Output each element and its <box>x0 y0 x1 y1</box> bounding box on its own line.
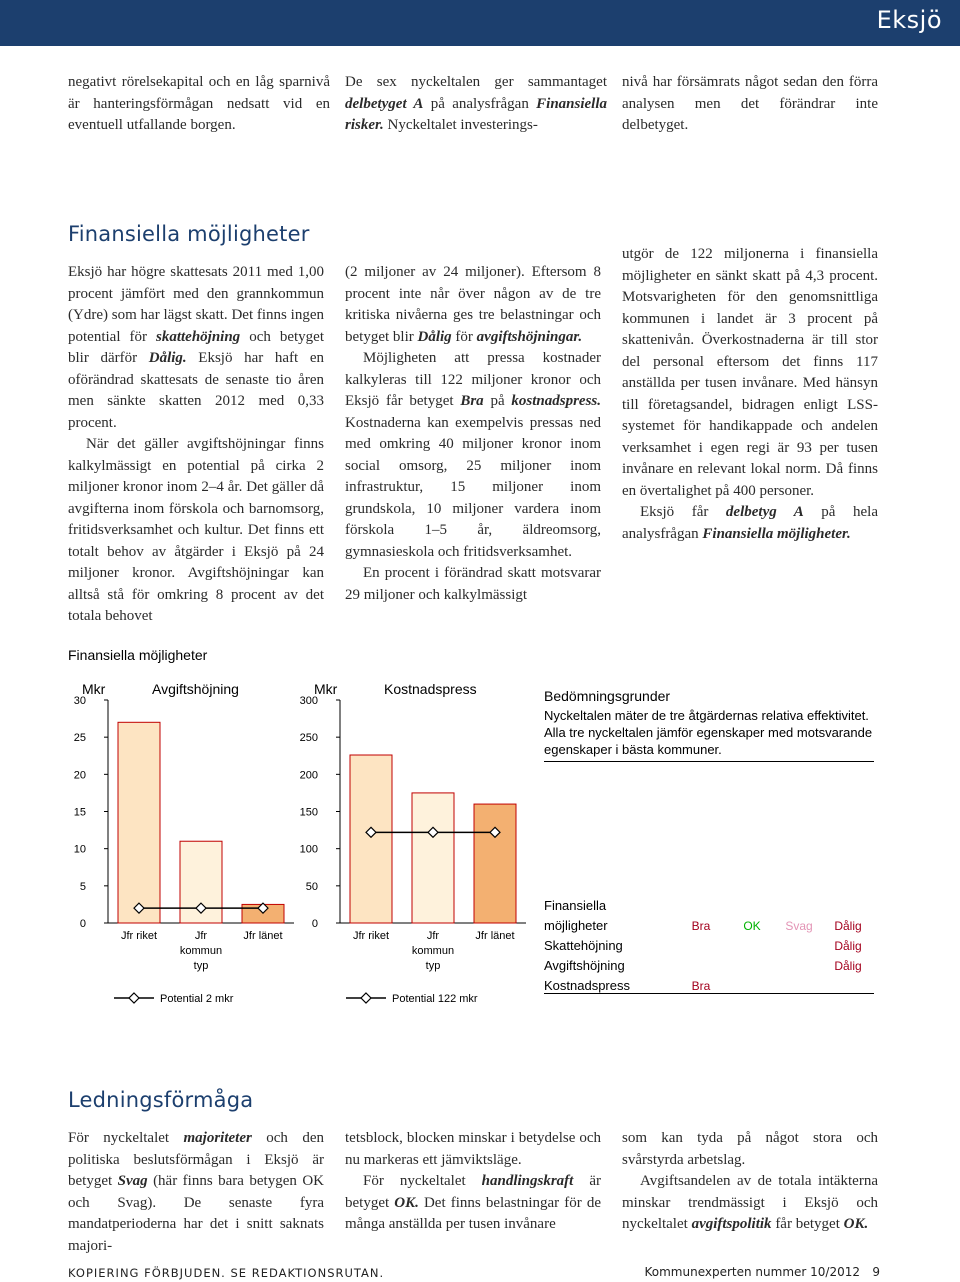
y-axis-title: Mkr <box>314 681 338 697</box>
y-tick-label: 15 <box>73 806 86 819</box>
chart-title: Kostnadspress <box>384 681 477 697</box>
x-tick-label <box>121 930 157 942</box>
top-column-3 <box>622 72 878 137</box>
chart-kostnadspress <box>294 680 534 1020</box>
paragraph: som kan tyda på något stora och svårstyrda arbetslag. <box>622 1130 878 1168</box>
ratings-table <box>544 893 874 994</box>
paragraph: Avgiftsandelen av de totala intäkterna minskar trendmässigt i Eksjö och nyckeltalet avgiftspolitik får betyget OK. <box>622 1173 878 1232</box>
y-tick-label: 5 <box>79 880 86 893</box>
bar-1 <box>118 722 160 923</box>
svg-text:kommun: kommun <box>179 945 223 957</box>
y-tick-label: 0 <box>79 918 86 930</box>
svg-text:Jfr: Jfr <box>194 930 208 942</box>
section1-column-3 <box>622 244 878 545</box>
grade-header-ok: OK <box>743 919 761 933</box>
legend-label: Potential 122 mkr <box>392 993 478 1005</box>
svg-text:typ: typ <box>193 960 209 972</box>
y-axis-title: Mkr <box>82 681 106 697</box>
rating-grade: Dålig <box>834 939 862 953</box>
ratings-heading: möjligheter <box>544 918 608 933</box>
grade-header-dalig: Dålig <box>834 919 862 933</box>
section2-column-2 <box>345 1128 601 1236</box>
y-tick-label: 10 <box>73 843 86 856</box>
chart-title: Avgiftshöjning <box>152 681 239 697</box>
paragraph: En procent i förändrad skatt motsvarar 29 miljoner och kalkylmässigt <box>345 565 601 603</box>
paragraph: Eksjö har högre skattesats 2011 med 1,00 procent jämfört med den grannkommun (Ydre) som har lägst skatt. Det finns ingen potential för skattehöjning och betyget blir därför Dålig. Eksjö har haft en oförändrad skattesats de senaste tio åren men sänkte skatten 2012 med 0,33 procent. <box>68 264 324 431</box>
y-tick-label: 30 <box>73 695 86 707</box>
paragraph: tetsblock, blocken minskar i betydelse och nu markeras ett jämviktsläge. <box>345 1130 601 1168</box>
svg-text:Jfr riket: Jfr riket <box>352 930 390 942</box>
paragraph: nivå har försämrats något sedan den förra analysen men det förändrar inte delbetyget. <box>622 74 878 133</box>
paragraph: utgör de 122 miljonerna i finansiella möjligheter en sänkt skatt på 4,3 procent. Motsvarigheten för den genomsnittliga kommunen i landet är 3 procent på skattenivån. Överkostnaderna är till stor del personal eftersom det finns 117 anställda per tusen invånare. Med hänsyn till företagsandel, bidragen enligt LSS-systemet för handikappade och andelen verksamhet i egen regi är 93 per tusen invånare en relevant lokal norm. Då finns en övertalighet på 400 personer. <box>622 246 878 499</box>
rating-label: Avgiftshöjning <box>544 958 625 973</box>
y-tick-label: 200 <box>299 769 318 782</box>
y-tick-label: 150 <box>299 806 318 819</box>
x-tick-label <box>412 930 454 972</box>
section-title-ledningsformaga: Ledningsförmåga <box>68 1088 254 1112</box>
criteria-box <box>544 688 874 762</box>
y-tick-label: 300 <box>299 695 318 707</box>
legend-marker <box>361 993 371 1003</box>
grade-header-bra: Bra <box>691 919 711 933</box>
criteria-title: Bedömningsgrunder <box>544 688 671 704</box>
rating-row <box>544 953 874 973</box>
y-tick-label: 20 <box>73 769 86 782</box>
legend-marker <box>129 993 139 1003</box>
y-tick-label: 0 <box>311 918 318 930</box>
chart-avgiftshojning <box>62 680 302 1020</box>
y-tick-label: 250 <box>299 732 318 745</box>
svg-text:typ: typ <box>425 960 441 972</box>
paragraph: Möjligheten att pressa kostnader kalkyleras till 122 miljoner kronor och Eksjö får betyget Bra på kostnadspress. Kostnaderna kan exempelvis pressas ned med omkring 40 miljoner kronor inom social omsorg, 25 miljoner inom infrastruktur, 15 miljoner inom grundskola, 10 miljoner vardera inom förskola 1–5 år, äldreomsorg, gymnasieskola och fritidsverksamhet. <box>345 350 601 560</box>
x-tick-label <box>353 930 389 942</box>
svg-text:Jfr: Jfr <box>426 930 440 942</box>
header-bar <box>0 0 960 46</box>
rating-label: Skattehöjning <box>544 938 623 953</box>
svg-text:Jfr riket: Jfr riket <box>120 930 158 942</box>
section1-column-2 <box>345 262 601 606</box>
x-tick-label <box>243 930 282 942</box>
paragraph: När det gäller avgiftshöjningar finns kalkylmässigt en potential på cirka 2 miljoner kronor inom 2–4 år. Det gäller då avgifterna inom förskola och barnomsorg, fritidsverksamhet och kultur. Det finns ett totalt behov av åtgärder i Eksjö på 24 miljoner kronor. Avgiftshöjningar kan alltså stå för omkring 8 procent av det totala behovet <box>68 436 324 624</box>
paragraph: För nyckeltalet handlingskraft är betyget OK. Det finns belastningar för de många anställda per tusen invånare <box>345 1173 601 1232</box>
top-column-1 <box>68 72 330 137</box>
paragraph: De sex nyckeltalen ger sammantaget delbetyget A på analysfrågan Finansiella risker. Nyckeltalet investerings- <box>345 74 607 133</box>
bar-1 <box>350 755 392 923</box>
y-tick-label: 25 <box>73 732 86 745</box>
x-tick-label <box>180 930 222 972</box>
footer-publication: Kommunexperten nummer 10/2012 <box>644 1265 860 1279</box>
grade-header-svag: Svag <box>785 919 813 933</box>
svg-text:Jfr länet: Jfr länet <box>475 930 515 942</box>
y-tick-label: 50 <box>305 880 318 893</box>
top-column-2 <box>345 72 607 137</box>
bar-2 <box>412 793 454 923</box>
rating-row <box>544 933 874 953</box>
footer-copyright: KOPIERING FÖRBJUDEN. SE REDAKTIONSRUTAN. <box>68 1266 385 1280</box>
legend-label: Potential 2 mkr <box>160 993 234 1005</box>
rating-label: Kostnadspress <box>544 973 674 994</box>
figure-label: Finansiella möjligheter <box>68 647 208 663</box>
section2-column-1 <box>68 1128 324 1257</box>
criteria-text: Nyckeltalen mäter de tre åtgärdernas relativa effektivitet. Alla tre nyckeltalen jämför egenskaper med motsvarande egenskaper i bästa kommuner. <box>544 707 874 762</box>
x-tick-label <box>475 930 514 942</box>
paragraph: negativt rörelsekapital och en låg sparnivå är hanteringsförmågan nedsatt vid en eventuell utfallande borgen. <box>68 74 330 133</box>
svg-text:kommun: kommun <box>411 945 455 957</box>
y-tick-label: 100 <box>299 843 318 856</box>
section-title-finansiella-mojligheter: Finansiella möjligheter <box>68 222 310 246</box>
paragraph: Eksjö får delbetyg A på hela analysfrågan Finansiella möjligheter. <box>622 504 878 542</box>
rating-grade: Bra <box>674 973 728 994</box>
section1-column-1 <box>68 262 324 628</box>
section2-column-3 <box>622 1128 878 1236</box>
ratings-heading: Finansiella <box>544 898 607 913</box>
page-number: 9 <box>872 1265 880 1279</box>
paragraph: För nyckeltalet majoriteter och den politiska beslutsförmågan i Eksjö är betyget Svag (här finns bara betygen OK och Svag). De senaste fyra mandatperioderna har det i snitt saknats majori- <box>68 1130 324 1254</box>
bar-3 <box>474 804 516 923</box>
svg-text:Jfr länet: Jfr länet <box>243 930 283 942</box>
rating-grade: Dålig <box>834 959 862 973</box>
page-header-title: Eksjö <box>876 6 942 34</box>
paragraph: (2 miljoner av 24 miljoner). Eftersom 8 procent inte når över någon av de tre kritiska nivåerna ges tre belastningar och betyget blir Dålig för avgiftshöjningar. <box>345 264 601 345</box>
rating-row <box>544 973 874 994</box>
